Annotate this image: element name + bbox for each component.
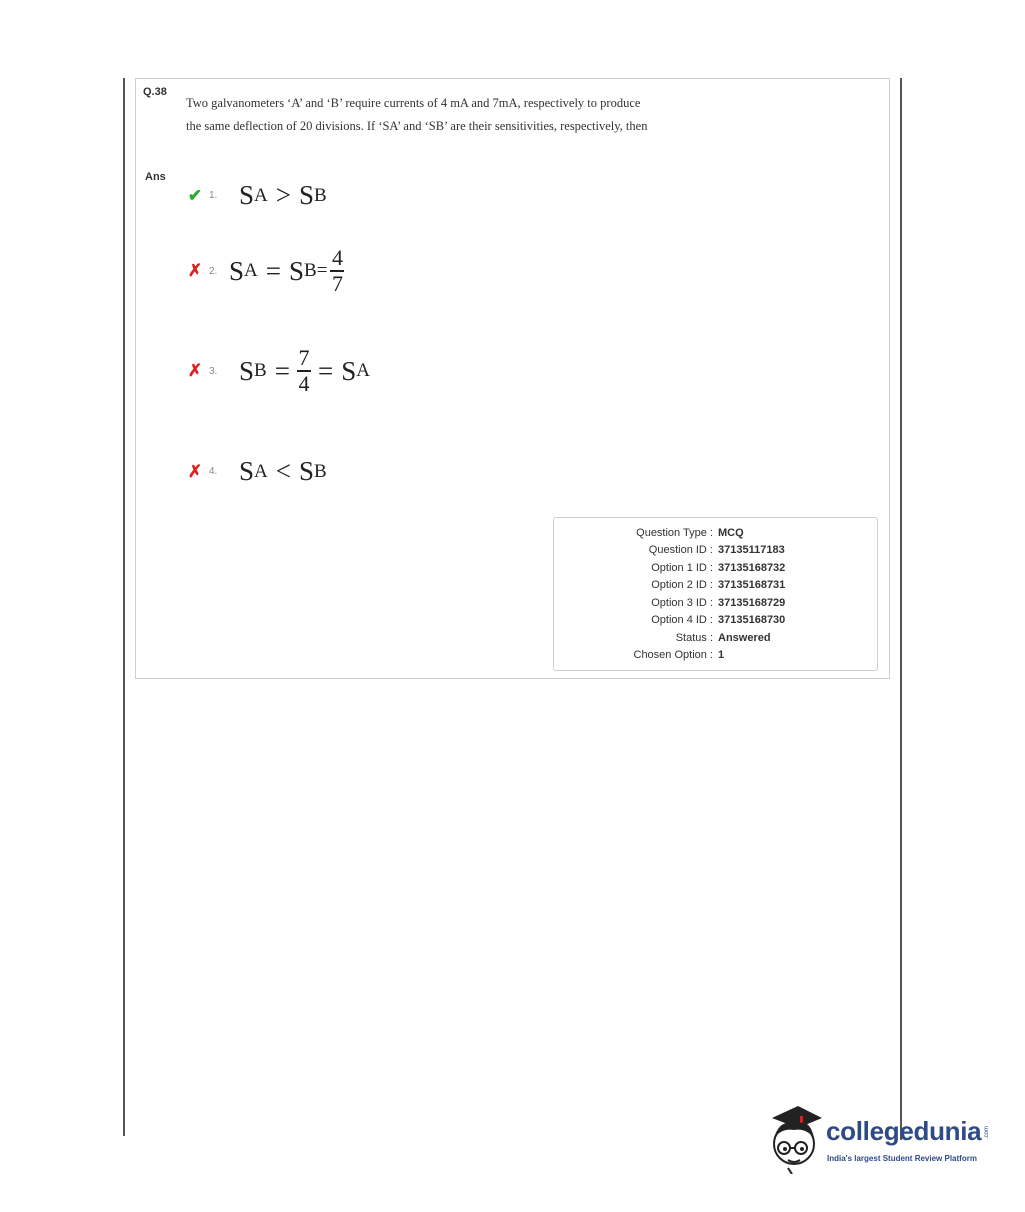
collegedunia-logo[interactable] [766, 1104, 996, 1174]
correct-check-icon: ✔ [187, 185, 203, 205]
question-info-box [553, 517, 878, 671]
info-row-option-1-id: Option 1 ID : 37135168732 [651, 562, 786, 574]
option-4-formula: S A < S B [239, 456, 327, 486]
fraction-7-4: $\frac{7}{4}$ [298, 345, 310, 396]
option-2-formula: S A = S B = $\frac{4}{7}$ [229, 245, 343, 296]
option-3[interactable] [186, 346, 370, 396]
option-1-formula: S A > S B [239, 180, 327, 210]
option-2[interactable] [186, 246, 347, 296]
brand-tagline: India's largest Student Review Platform [827, 1154, 977, 1163]
option-number: 2. [209, 265, 218, 277]
info-row-chosen-option: Chosen Option : 1 [633, 649, 725, 661]
mascot-icon [766, 1104, 824, 1174]
option-number: 4. [209, 466, 218, 477]
answer-label: Ans [145, 171, 166, 183]
question-number: Q.38 [143, 86, 167, 98]
option-4[interactable] [186, 456, 327, 487]
info-row-question-id: Question ID : 37135117183 [648, 544, 785, 556]
info-row-option-2-id: Option 2 ID : 37135168731 [651, 579, 786, 591]
page-right-rule [900, 78, 902, 1140]
wrong-cross-icon: ✗ [187, 461, 203, 481]
info-row-question-type: Question Type : MCQ [636, 527, 744, 539]
question-text: Two galvanometers ‘A’ and ‘B’ require currents of 4 mA and 7mA, respectively to produce the same deflection of 20 divisions. If ‘SA’ and ‘SB’ are their sensitivities, respectively, then [186, 96, 648, 133]
option-number: 3. [209, 365, 218, 377]
wrong-cross-icon: ✗ [187, 361, 203, 380]
info-row-option-3-id: Option 3 ID : 37135168729 [651, 597, 786, 609]
brand-name: collegedunia [826, 1116, 982, 1146]
fraction-4-7: $\frac{4}{7}$ [331, 245, 343, 296]
wrong-cross-icon: ✗ [187, 261, 203, 280]
option-3-formula: S B = $\frac{7}{4}$ = S A [239, 345, 370, 396]
option-number: 1. [209, 190, 218, 201]
info-row-status: Status : Answered [675, 632, 771, 644]
page-left-rule [123, 78, 125, 1136]
brand-domain: .com [984, 1126, 990, 1140]
option-1[interactable] [186, 180, 327, 211]
info-row-option-4-id: Option 4 ID : 37135168730 [651, 614, 786, 626]
